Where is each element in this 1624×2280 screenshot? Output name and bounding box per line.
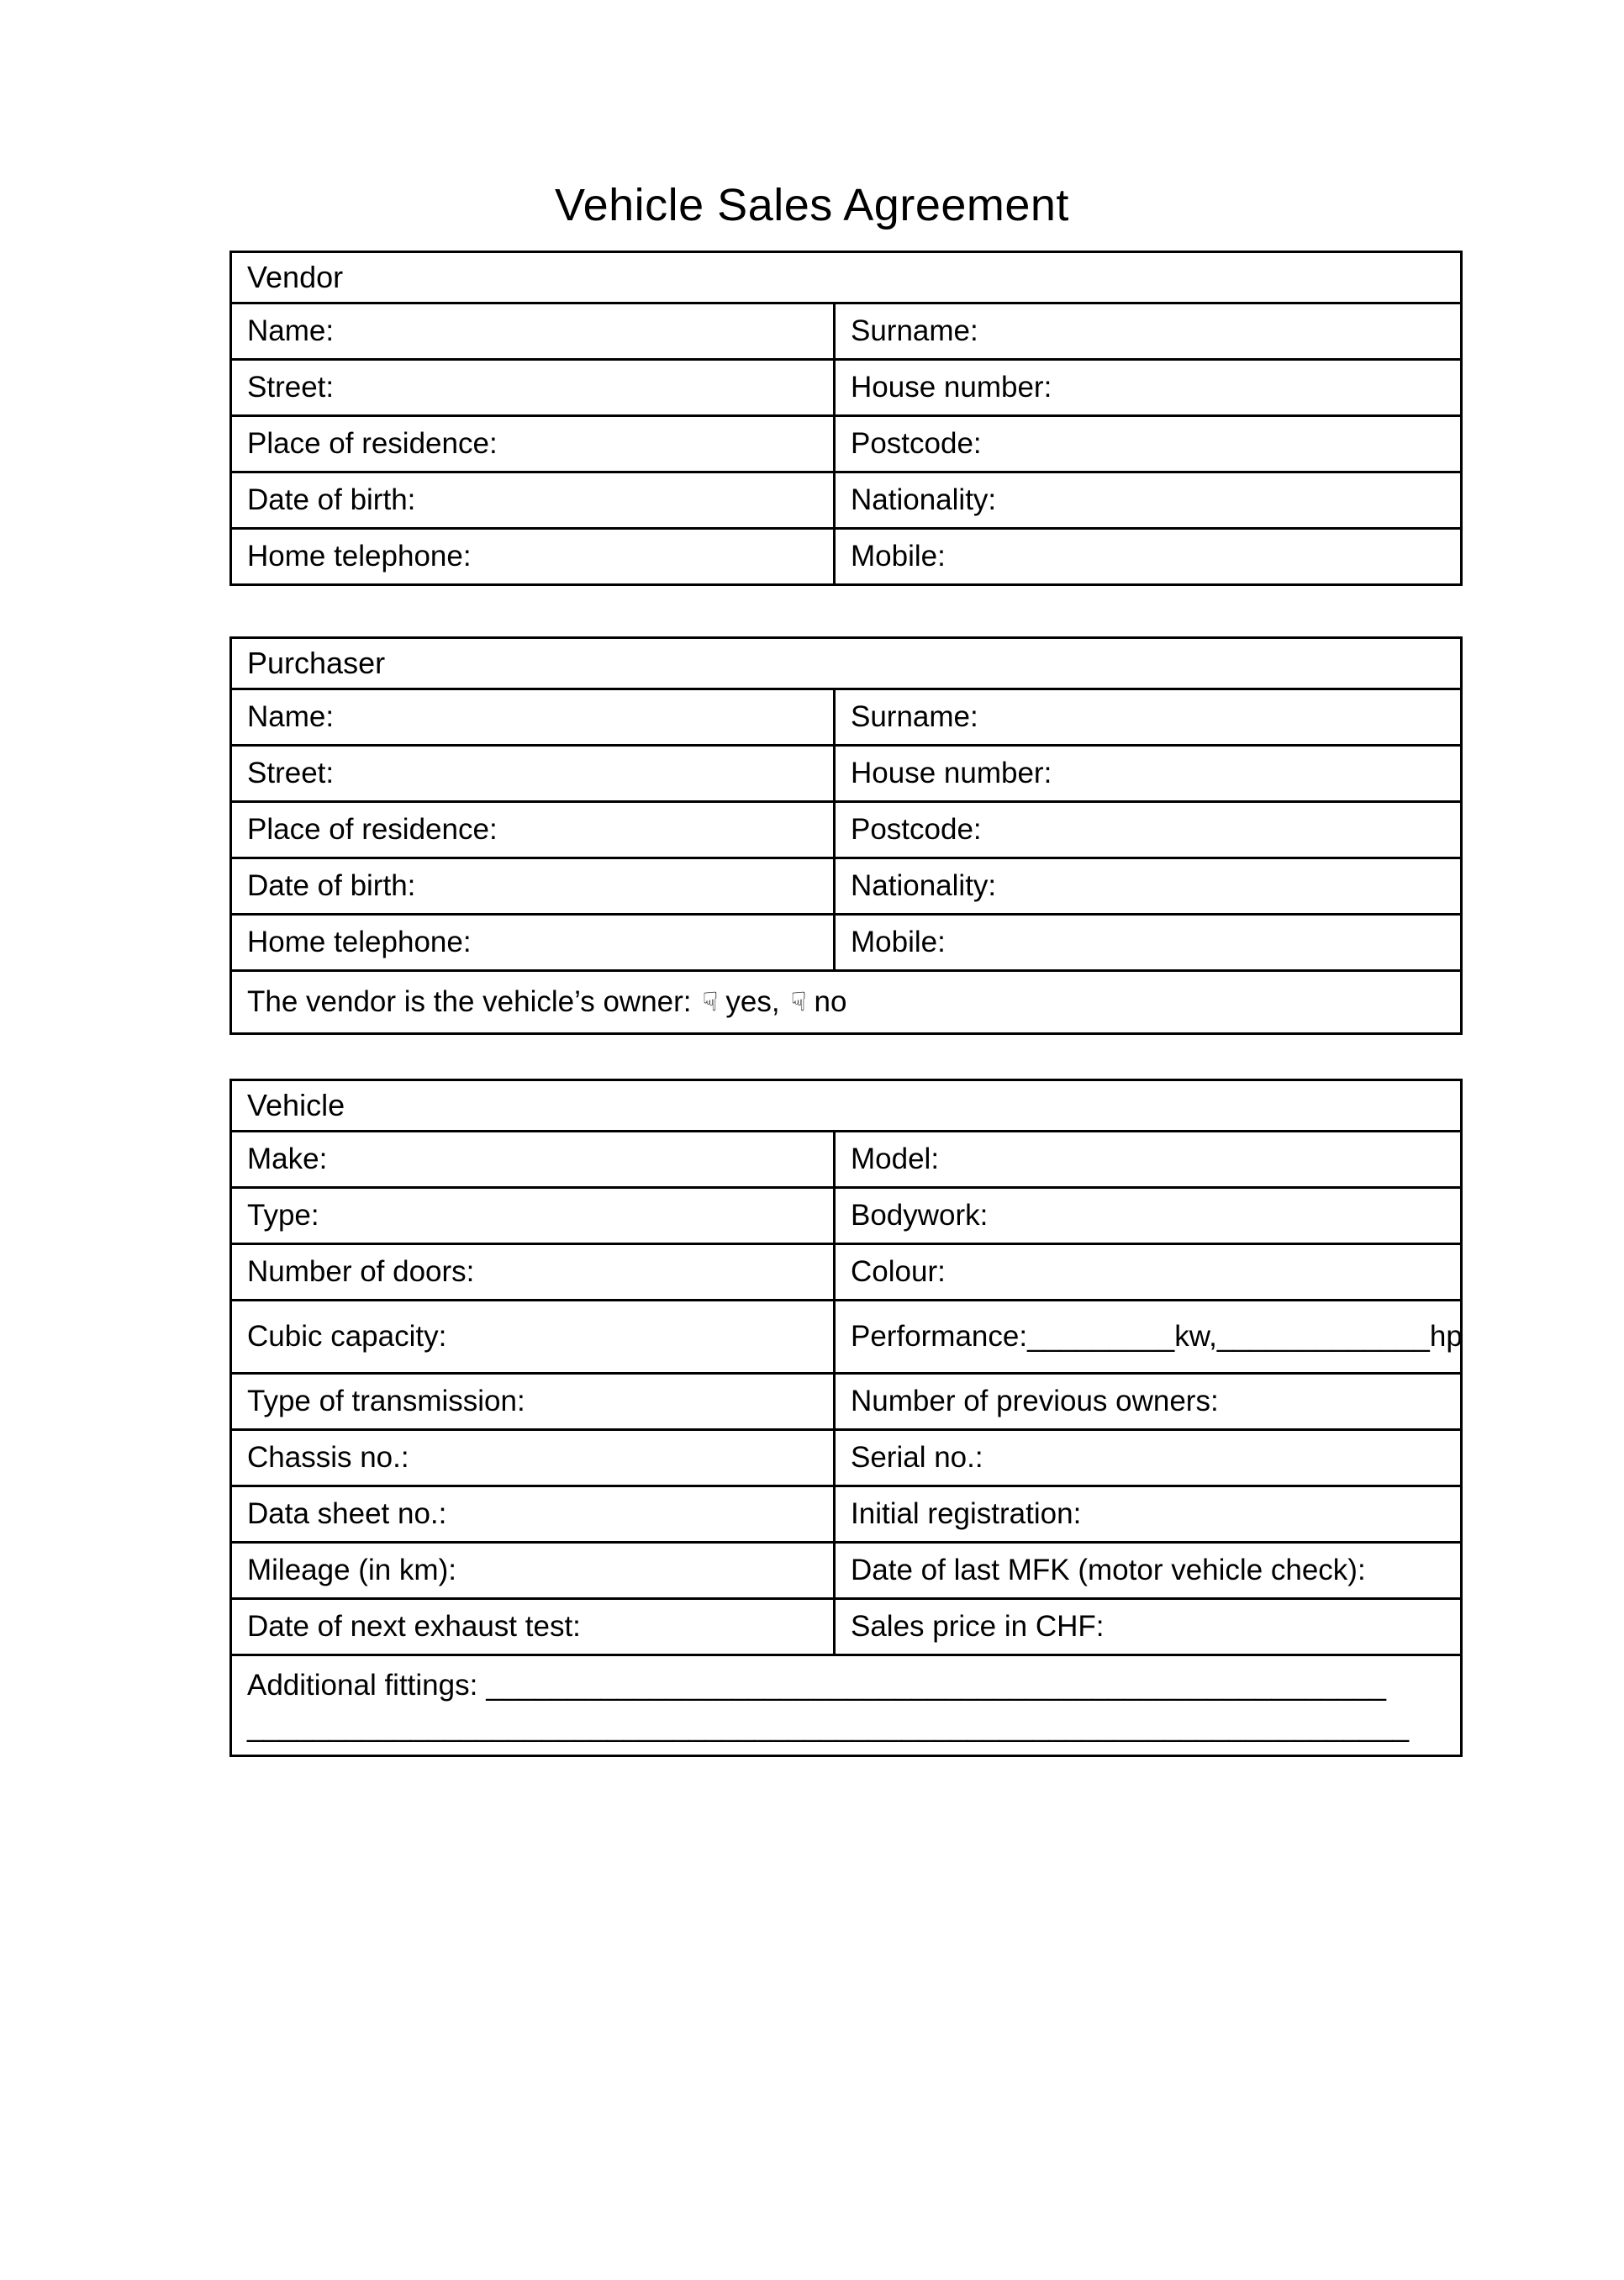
additional-fittings-label: Additional fittings: (247, 1668, 478, 1702)
table-row (232, 1186, 1460, 1243)
table-row (232, 857, 1460, 913)
vehicle-model-label: Model: (833, 1132, 1460, 1186)
document-page (0, 178, 1624, 2280)
vehicle-table (229, 1079, 1463, 1757)
table-row (232, 302, 1460, 358)
pointing-hand-yes-checkbox-icon[interactable]: ☟ (702, 987, 719, 1017)
owner-yes-label: yes, (725, 984, 780, 1018)
vendor-place-of-residence-label: Place of residence: (247, 426, 498, 460)
vehicle-make-label: Make: (247, 1142, 328, 1175)
table-row (232, 688, 1460, 744)
table-row (232, 800, 1460, 857)
section-header-purchaser: Purchaser (247, 646, 386, 681)
purchaser-nationality-label: Nationality: (833, 859, 1460, 913)
additional-fittings-blank-1[interactable]: _______________________________________________________ (486, 1668, 1386, 1702)
table-row (232, 1372, 1460, 1428)
table-row (232, 414, 1460, 471)
vendor-home-telephone-label: Home telephone: (247, 539, 472, 573)
purchaser-postcode-label: Postcode: (833, 803, 1460, 857)
additional-fittings-line (247, 1709, 1445, 1744)
vehicle-initial-registration-label: Initial registration: (833, 1487, 1460, 1541)
table-row (232, 1243, 1460, 1299)
vendor-mobile-label: Mobile: (833, 530, 1460, 583)
owner-no-label: no (814, 984, 847, 1018)
vehicle-serial-no-label: Serial no.: (833, 1431, 1460, 1485)
purchaser-surname-label: Surname: (833, 690, 1460, 744)
table-row (232, 1597, 1460, 1654)
vehicle-bodywork-label: Bodywork: (833, 1189, 1460, 1243)
pointing-hand-no-checkbox-icon[interactable]: ☟ (790, 987, 807, 1017)
owner-confirmation-row (232, 969, 1460, 1032)
purchaser-house-number-label: House number: (833, 747, 1460, 800)
vendor-postcode-label: Postcode: (833, 417, 1460, 471)
table-row (232, 471, 1460, 527)
vendor-date-of-birth-label: Date of birth: (247, 483, 416, 516)
purchaser-table (229, 636, 1463, 1035)
table-row (232, 1541, 1460, 1597)
vehicle-number-of-doors-label: Number of doors: (247, 1254, 475, 1288)
table-row (232, 913, 1460, 969)
vendor-house-number-label: House number: (833, 361, 1460, 414)
vehicle-number-of-previous-owners-label: Number of previous owners: (833, 1375, 1460, 1428)
purchaser-home-telephone-label: Home telephone: (247, 925, 472, 958)
section-header-vendor: Vendor (247, 260, 344, 295)
vehicle-mileage-label: Mileage (in km): (247, 1553, 456, 1586)
table-row (232, 1081, 1460, 1130)
page-title: Vehicle Sales Agreement (555, 180, 1069, 230)
vehicle-colour-label: Colour: (833, 1245, 1460, 1299)
additional-fittings-line (247, 1668, 1445, 1703)
additional-fittings-row (232, 1654, 1460, 1755)
table-row (232, 1299, 1463, 1372)
table-row (232, 744, 1460, 800)
table-row (232, 1130, 1460, 1186)
table-row (232, 358, 1460, 414)
additional-fittings-blank-2[interactable]: _______________________________________________________________________ (247, 1709, 1410, 1743)
table-row (232, 527, 1460, 583)
table-row (232, 1428, 1460, 1485)
vehicle-type-label: Type: (247, 1198, 319, 1232)
vehicle-type-of-transmission-label: Type of transmission: (247, 1384, 525, 1417)
vehicle-cubic-capacity-label: Cubic capacity: (247, 1319, 447, 1353)
purchaser-mobile-label: Mobile: (833, 916, 1460, 969)
vehicle-sales-price-chf-label: Sales price in CHF: (833, 1600, 1460, 1654)
section-header-vehicle: Vehicle (247, 1088, 345, 1123)
vendor-nationality-label: Nationality: (833, 473, 1460, 527)
purchaser-place-of-residence-label: Place of residence: (247, 812, 498, 846)
purchaser-name-label: Name: (247, 699, 335, 733)
vendor-table (229, 251, 1463, 586)
owner-question-label: The vendor is the vehicle’s owner: (247, 984, 692, 1018)
table-row (232, 639, 1460, 688)
vehicle-chassis-no-label: Chassis no.: (247, 1440, 409, 1474)
vendor-surname-label: Surname: (833, 304, 1460, 358)
table-row (232, 253, 1460, 302)
purchaser-date-of-birth-label: Date of birth: (247, 868, 416, 902)
vehicle-data-sheet-no-label: Data sheet no.: (247, 1496, 447, 1530)
vehicle-date-of-last-mfk-label: Date of last MFK (motor vehicle check): (833, 1544, 1460, 1597)
vehicle-date-of-next-exhaust-test-label: Date of next exhaust test: (247, 1609, 581, 1643)
vendor-name-label: Name: (247, 314, 335, 347)
vehicle-performance-field[interactable]: Performance:_________kw,_____________hp (833, 1301, 1478, 1372)
table-row (232, 1485, 1460, 1541)
vendor-street-label: Street: (247, 370, 335, 404)
form-content (229, 251, 1463, 1757)
purchaser-street-label: Street: (247, 756, 335, 789)
